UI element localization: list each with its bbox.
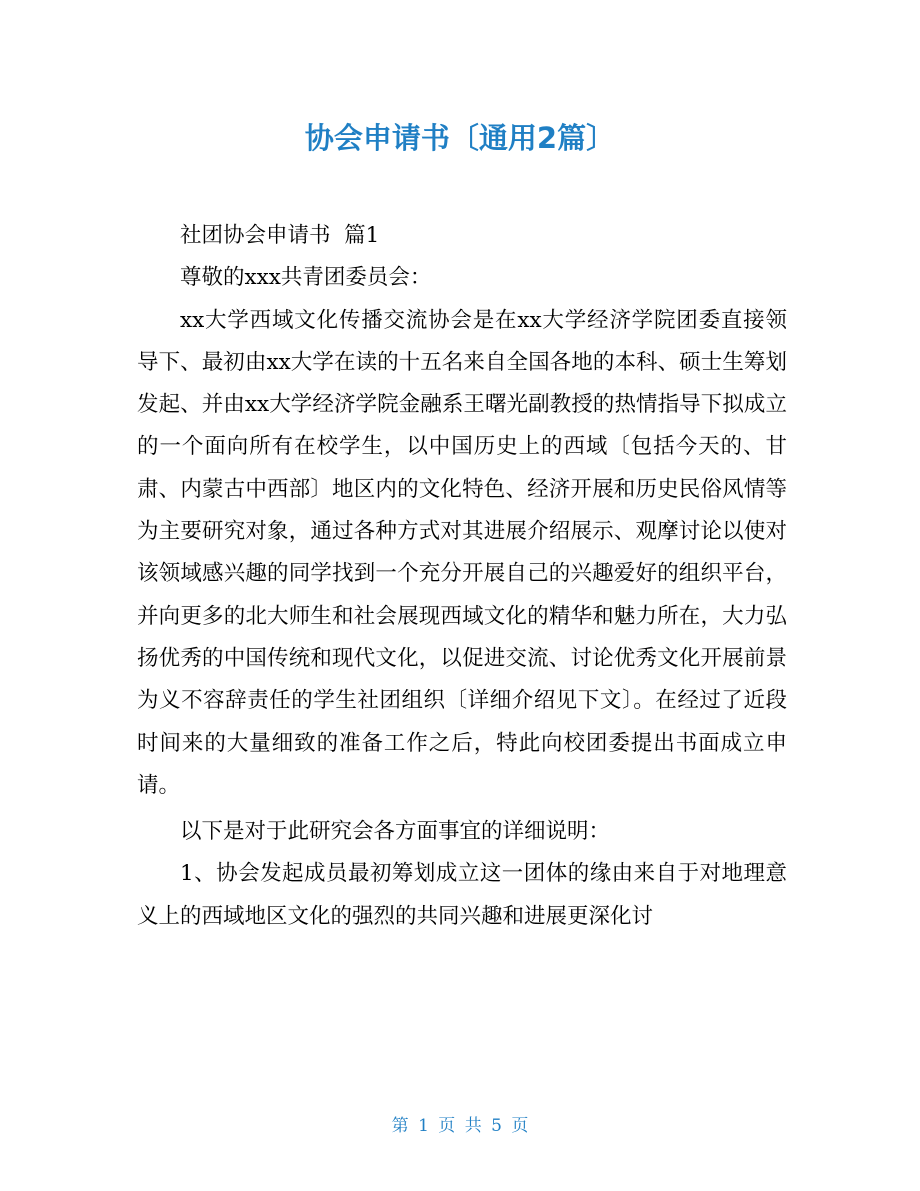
document-body (137, 215, 787, 938)
salutation: 尊敬的xxx共青团委员会： (180, 265, 432, 291)
page-indicator: 第 1 页 共 5 页 (391, 1116, 529, 1136)
body-paragraph: xx大学西域文化传播交流协会是在xx大学经济学院团委直接领导下、最初由xx大学在读的十五名来自全国各地的本科、硕士生筹划发起、并由xx大学经济学院金融系王曙光副教授的热情指导下拟成立的一个面向所有在校学生，以中国历史上的西域〔包括今天的、甘肃、内蒙古中西部〕地区内的文化特色、经济开展和历史民俗风情等为主要研究对象，通过各种方式对其进展介绍展示、观摩讨论以使对该领域感兴趣的同学找到一个充分开展自己的兴趣爱好的组织平台，并向更多的北大师生和社会展现西域文化的精华和魅力所在，大力弘扬优秀的中国传统和现代文化，以促进交流、讨论优秀文化开展前景为义不容辞责任的学生社团组织〔详细介绍见下文〕。在经过了近段时间来的大量细致的准备工作之后，特此向校团委提出书面成立申请。 (137, 307, 787, 798)
document-title: 协会申请书〔通用2篇〕 (304, 121, 616, 155)
body-paragraph: 以下是对于此研究会各方面事宜的详细说明： (180, 819, 611, 845)
section-heading: 社团协会申请书 篇1 (180, 223, 380, 248)
body-paragraph: 1、协会发起成员最初筹划成立这一团体的缘由来自于对地理意义上的西域地区文化的强烈的共同兴趣和进展更深化讨 (137, 861, 787, 929)
